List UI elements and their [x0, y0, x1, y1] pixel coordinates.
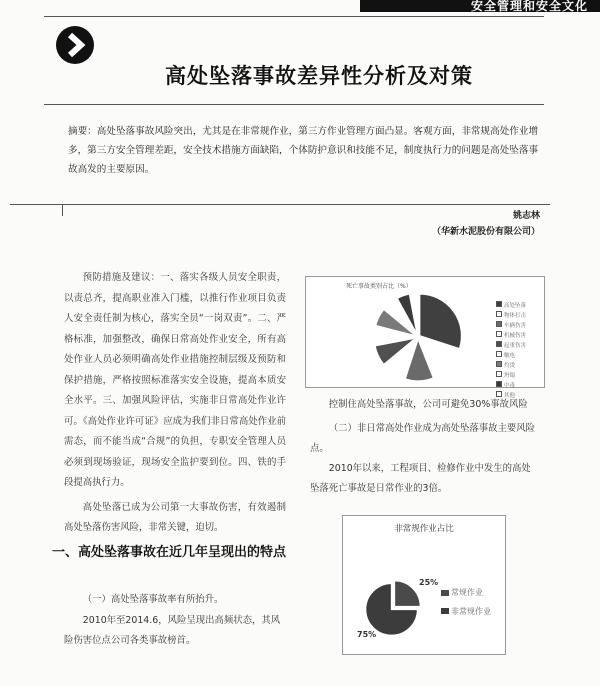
legend-label: 机械伤害 [504, 333, 527, 339]
legend-swatch [496, 331, 502, 337]
crop-mark [62, 204, 63, 216]
top-divider [44, 16, 544, 17]
chart-irregular-work [342, 515, 506, 655]
abstract-divider [10, 204, 550, 205]
section-tag: 安全管理和安全文化 [470, 0, 588, 13]
chevron-right-icon [56, 26, 94, 64]
legend-label: 物体打击 [504, 313, 527, 319]
legend-swatch [496, 381, 502, 387]
legend-item [496, 341, 544, 351]
right-column [310, 395, 538, 499]
legend-item [496, 311, 544, 321]
legend-swatch [441, 590, 449, 596]
header-bar [360, 0, 600, 12]
left-column-bottom [64, 590, 286, 652]
chart-title: 死亡事故类别占比（%） [346, 283, 412, 290]
paragraph: 高处坠落已成为公司第一大事故伤害，有效遏制高处坠落伤害风险，非常关键，迫切。 [64, 501, 286, 533]
legend-item [496, 351, 544, 361]
legend-item [496, 361, 544, 371]
affiliation: （华新水泥股份有限公司） [431, 227, 540, 237]
pie-slice [394, 581, 420, 607]
legend-label: 触电 [504, 353, 516, 359]
author: 姚志林 [512, 211, 540, 221]
legend-item [496, 381, 544, 391]
paragraph: 预防措施及建议：一、落实各级人员安全职责，以责总齐，提高职业准入门槛，以推行作业项目负责人安全责任制为核心，落实全员“一岗双责”。二、严格标准，加强整改，确保日常高处作业安全，所有高处作业人员必须明确高处作业措施控制层级及预防和保护措施，严格按照标准落实安全设施，提高本质安全水平。三、加强风险评估，实施非日常高处作业许可。《高处作业许可证》应成为我们非日常高处作业前需态，而不能当成“合规”的负担，专职安全管理人员必须到现场验证，现场安全监护要到位。四、铁的手段提高执行力。 [64, 272, 286, 488]
legend-item [496, 321, 544, 331]
abstract: 摘要：高处坠落事故风险突出，尤其是在非常规作业，第三方作业管理方面凸显。客观方面，非常规高处作业增多，第三方安全管理差距，安全技术措施方面缺陷，个体防护意识和技能不足，制度执行力的问题是高处坠落事故高发的主要原因。 [68, 126, 539, 175]
legend-swatch [496, 301, 502, 307]
legend-swatch [496, 361, 502, 367]
legend-item [496, 301, 544, 311]
left-column [64, 268, 286, 539]
legend-swatch [496, 351, 502, 357]
legend-swatch [496, 311, 502, 317]
legend-item [496, 371, 544, 381]
paragraph: 2010年以来，工程项目、检修作业中发生的高处坠落死亡事故是日常作业的3倍。 [310, 463, 531, 494]
paragraph: 2010年至2014.6，风险呈现出高频状态，其风险伤害位点公司各类事故榜首。 [64, 614, 281, 646]
legend-label: 灼烫 [504, 363, 516, 369]
legend-label: 常规作业 [451, 588, 483, 597]
chart-title: 非常规作业占比 [394, 524, 454, 534]
section-heading: 一、高处坠落事故在近几年呈现出的特点 [52, 545, 287, 560]
data-label: 25% [419, 578, 439, 587]
legend-item [496, 331, 544, 341]
legend-label: 车辆伤害 [504, 323, 527, 329]
legend-swatch [496, 321, 502, 327]
subheading: （二）非日常高处作业成为高处坠落事故主要风险点。 [310, 423, 536, 454]
legend-label: 非常规作业 [451, 607, 491, 616]
legend-label: 坍塌 [504, 373, 516, 379]
legend-label: 其他 [504, 393, 516, 399]
subheading: （一）高处坠落事故率有所抬升。 [82, 594, 224, 605]
legend-label: 起重伤害 [504, 343, 527, 349]
data-label: 75% [357, 630, 377, 639]
article-title: 高处坠落事故差异性分析及对策 [165, 64, 473, 88]
legend-label: 中毒 [504, 383, 516, 389]
chart-death-category [305, 276, 545, 399]
legend-label: 高处坠落 [504, 303, 527, 309]
legend-swatch [496, 371, 502, 377]
title-divider [44, 104, 544, 105]
legend-swatch [496, 341, 502, 347]
legend-swatch [441, 608, 449, 614]
chart-legend [496, 301, 544, 401]
paragraph: 控制住高处坠落事故，公司可避免30%事故风险 [328, 399, 528, 410]
